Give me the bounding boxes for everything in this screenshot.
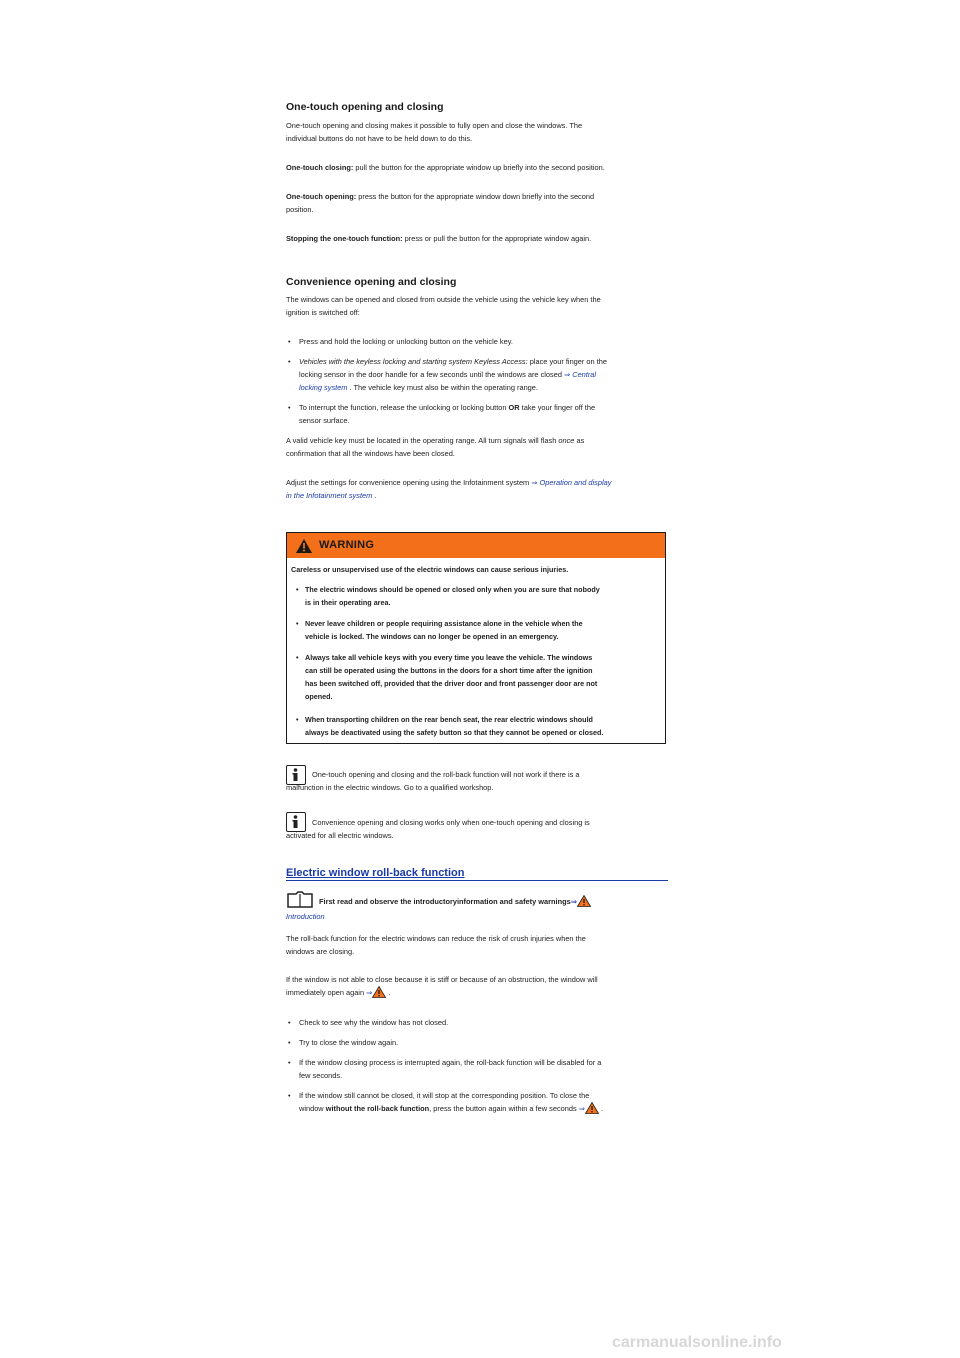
note-roll-back-malfunction: One-touch opening and closing and the roll-back function will not work if there is a malfunction in the electric windows. Go to a qualified workshop. bbox=[286, 770, 580, 792]
list-item: • Always take all vehicle keys with you every time you leave the vehicle. The windows can still be operated using the buttons in the doors for a short time after the ignition has been switched off, provided that the driver door and front passenger door are not opened. bbox=[296, 653, 598, 701]
heading-one-touch: One-touch opening and closing bbox=[286, 101, 444, 113]
valid-key-paragraph: A valid vehicle key must be located in the operating range. All turn signals will flash once as confirmation that all the windows have been closed. bbox=[286, 436, 585, 458]
roll-back-intro: The roll-back function for the electric windows can reduce the risk of crush injuries when the windows are closing. bbox=[286, 934, 586, 956]
infotainment-link[interactable]: ⇒ Operation and display bbox=[531, 478, 612, 487]
warning-header bbox=[287, 533, 665, 558]
list-item: • Vehicles with the keyless locking and starting system Keyless Access: place your finger on the locking sensor in the door handle for a few seconds until the windows are closed ⇒ Central locking system . The vehicle key must also be within the operating range. bbox=[288, 357, 607, 392]
list-item: • Never leave children or people requiring assistance alone in the vehicle when the vehicle is locked. The windows can no longer be opened in an emergency. bbox=[296, 619, 583, 641]
convenience-intro: The windows can be opened and closed from outside the vehicle using the vehicle key when the ignition is switched off: bbox=[286, 295, 601, 317]
warning-triangle-icon[interactable] bbox=[372, 986, 386, 998]
warning-triangle-icon[interactable] bbox=[585, 1102, 599, 1114]
roll-back-obstruction: If the window is not able to close because it is stiff or because of an obstruction, the window will immediately open again ⇒ . bbox=[286, 975, 598, 997]
one-touch-intro: One-touch opening and closing makes it possible to fully open and close the windows. The individual buttons do not have to be held down to do this. bbox=[286, 121, 583, 143]
infotainment-link-cont[interactable]: in the Infotainment system bbox=[286, 491, 373, 500]
warning-triangle-icon bbox=[295, 538, 313, 554]
list-item: • If the window closing process is interrupted again, the roll-back function will be disabled for a few seconds. bbox=[288, 1058, 602, 1080]
warning-triangle-icon bbox=[577, 895, 591, 907]
central-locking-link-cont[interactable]: locking system bbox=[299, 383, 348, 392]
list-item: • Check to see why the window has not closed. bbox=[288, 1018, 449, 1027]
one-touch-opening: One-touch opening: press the button for the appropriate window down briefly into the second position. bbox=[286, 192, 595, 214]
watermark: carmanualsonline.info bbox=[612, 1334, 782, 1351]
one-touch-closing: One-touch closing: pull the button for the appropriate window up briefly into the second position. bbox=[286, 163, 605, 172]
first-read-note: First read and observe the introductoryinformation and safety warnings⇒ bbox=[319, 895, 668, 908]
warning-lead: Careless or unsupervised use of the electric windows can cause serious injuries. bbox=[291, 565, 569, 574]
warning-title: WARNING bbox=[319, 539, 375, 551]
central-locking-link[interactable]: ⇒ Central bbox=[563, 370, 597, 379]
list-item: • When transporting children on the rear bench seat, the rear electric windows should always be deactivated using the safety button so that they cannot be opened or closed. bbox=[296, 715, 604, 737]
list-item: • To interrupt the function, release the unlocking or locking button OR take your finger off the sensor surface. bbox=[288, 403, 596, 425]
note-convenience-activation: Convenience opening and closing works only when one-touch opening and closing is activated for all electric windows. bbox=[286, 818, 590, 840]
book-icon bbox=[286, 891, 314, 909]
heading-roll-back: Electric window roll-back function bbox=[286, 867, 668, 881]
list-item: • Try to close the window again. bbox=[288, 1038, 399, 1047]
warning-box bbox=[286, 532, 666, 744]
heading-convenience: Convenience opening and closing bbox=[286, 276, 457, 288]
list-item: • The electric windows should be opened or closed only when you are sure that nobody is in their operating area. bbox=[296, 585, 600, 607]
one-touch-stopping: Stopping the one-touch function: press or pull the button for the appropriate window again. bbox=[286, 234, 592, 243]
list-item: • If the window still cannot be closed, it will stop at the corresponding position. To close the window without the roll-back function, press the button again within a few seconds ⇒ . bbox=[288, 1091, 604, 1113]
introduction-link[interactable]: Introduction bbox=[286, 912, 325, 921]
list-item: • Press and hold the locking or unlocking button on the vehicle key. bbox=[288, 337, 513, 346]
adjust-settings-paragraph: Adjust the settings for convenience opening using the Infotainment system ⇒ Operation and display in the Infotainment system . bbox=[286, 478, 612, 500]
